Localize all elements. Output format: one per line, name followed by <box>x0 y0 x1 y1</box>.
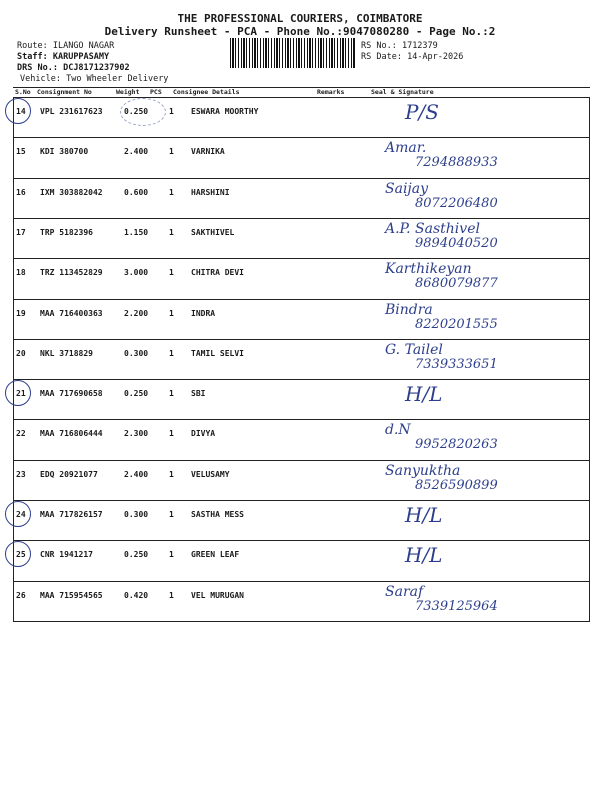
signature-text: H/L <box>405 543 443 568</box>
circled-sno-mark <box>5 380 31 406</box>
row-consignee: SBI <box>191 389 206 399</box>
signature-phone: 8220201555 <box>415 316 498 332</box>
col-pcs: PCS <box>150 88 162 96</box>
signature-text: Sanyuktha <box>385 462 461 479</box>
row-consignment: MAA 715954565 <box>40 590 103 600</box>
rs-date-line <box>361 52 463 62</box>
row-pcs: 1 <box>169 510 174 519</box>
signature-text: Saraf <box>385 583 424 600</box>
signature-cell <box>375 100 590 136</box>
table-row <box>13 219 590 259</box>
row-sno: 24 <box>16 510 26 519</box>
signature-text: Karthikeyan <box>385 261 472 278</box>
row-consignment: IXM 303882042 <box>40 187 103 197</box>
row-consignee: SAKTHIVEL <box>191 227 235 237</box>
row-consignment: VPL 231617623 <box>40 107 103 116</box>
row-pcs: 1 <box>169 348 174 358</box>
row-consignee: CHITRA DEVI <box>191 268 244 278</box>
row-weight: 0.300 <box>124 510 149 519</box>
circled-sno-mark <box>5 541 31 567</box>
signature-text: Amar. <box>385 140 427 157</box>
row-sno: 17 <box>16 227 26 237</box>
signature-text: G. Tailel <box>385 341 443 358</box>
row-pcs: 1 <box>169 429 174 439</box>
signature-cell <box>375 503 590 539</box>
row-consignee: SASTHA MESS <box>191 510 244 519</box>
vehicle-line <box>20 74 168 84</box>
barcode <box>230 38 356 68</box>
signature-phone: 8680079877 <box>415 276 498 292</box>
row-sno: 15 <box>16 147 26 157</box>
row-pcs: 1 <box>169 308 174 318</box>
signature-cell <box>375 140 590 176</box>
staff-label: Staff: <box>17 52 48 62</box>
signature-text: Saijay <box>385 180 429 197</box>
row-consignment: TRZ 113452829 <box>40 268 103 278</box>
staff-value: KARUPPASAMY <box>52 52 110 62</box>
row-sno: 20 <box>16 348 26 358</box>
row-pcs: 1 <box>169 187 174 197</box>
col-consignee: Consignee Details <box>173 88 240 96</box>
row-pcs: 1 <box>169 268 174 278</box>
row-weight: 0.250 <box>124 107 149 116</box>
signature-text: Bindra <box>385 301 433 318</box>
drs-value: DCJ8171237902 <box>63 63 130 73</box>
signature-phone: 8526590899 <box>415 477 498 493</box>
table-row <box>13 179 590 219</box>
company-title: THE PROFESSIONAL COURIERS, COIMBATORE <box>177 12 423 25</box>
col-signature: Seal & Signature <box>371 88 434 96</box>
table-row <box>13 541 590 581</box>
row-consignment: CNR 1941217 <box>40 550 93 560</box>
row-consignment: MAA 717690658 <box>40 389 103 399</box>
row-weight: 2.300 <box>124 429 149 439</box>
row-consignment: MAA 717826157 <box>40 510 103 519</box>
signature-text: d.N <box>385 422 411 439</box>
row-weight: 2.200 <box>124 308 149 318</box>
signature-phone: 7339333651 <box>415 356 498 372</box>
signature-phone: 9952820263 <box>415 437 498 453</box>
row-consignment: KDI 380700 <box>40 147 89 157</box>
signature-cell <box>375 584 590 620</box>
table-row <box>13 98 590 138</box>
rs-no-line <box>361 41 438 51</box>
row-consignment: NKL 3718829 <box>40 348 93 358</box>
drs-line <box>17 63 130 73</box>
row-weight: 0.420 <box>124 590 149 600</box>
row-sno: 25 <box>16 550 26 560</box>
row-consignment: EDQ 20921077 <box>40 469 98 479</box>
signature-phone: 7294888933 <box>415 155 498 171</box>
table-header <box>13 88 590 97</box>
row-weight: 0.250 <box>124 389 149 399</box>
row-sno: 14 <box>16 107 26 116</box>
row-divider <box>13 621 590 622</box>
row-sno: 22 <box>16 429 26 439</box>
row-pcs: 1 <box>169 107 174 116</box>
col-weight: Weight <box>116 88 140 96</box>
staff-line <box>17 52 109 62</box>
row-weight: 0.250 <box>124 550 149 560</box>
row-weight: 1.150 <box>124 227 149 237</box>
table-row <box>13 300 590 340</box>
row-pcs: 1 <box>169 590 174 600</box>
row-consignment: MAA 716400363 <box>40 308 103 318</box>
col-remarks: Remarks <box>317 88 345 96</box>
row-consignment: TRP 5182396 <box>40 227 93 237</box>
row-weight: 2.400 <box>124 147 149 157</box>
row-sno: 26 <box>16 590 26 600</box>
row-consignee: VEL MURUGAN <box>191 590 244 600</box>
row-sno: 19 <box>16 308 26 318</box>
row-consignee: HARSHINI <box>191 187 230 197</box>
row-sno: 21 <box>16 389 26 399</box>
row-consignee: INDRA <box>191 308 216 318</box>
row-pcs: 1 <box>169 147 174 157</box>
route-line <box>17 41 114 51</box>
row-consignee: DIVYA <box>191 429 216 439</box>
row-pcs: 1 <box>169 469 174 479</box>
signature-cell <box>375 422 590 458</box>
signature-cell <box>375 221 590 257</box>
signature-text: H/L <box>405 503 443 527</box>
row-sno: 16 <box>16 187 26 197</box>
table-row <box>13 138 590 178</box>
row-pcs: 1 <box>169 227 174 237</box>
drs-label: DRS No.: <box>17 63 58 73</box>
signature-text: P/S <box>405 100 439 124</box>
row-consignee: GREEN LEAF <box>191 550 240 560</box>
route-label: Route: <box>17 41 48 51</box>
signature-cell <box>375 463 590 499</box>
row-weight: 0.600 <box>124 187 149 197</box>
vehicle-value: Two Wheeler Delivery <box>66 74 169 84</box>
signature-cell <box>375 382 590 418</box>
row-consignee: TAMIL SELVI <box>191 348 244 358</box>
signature-cell <box>375 543 590 579</box>
row-weight: 2.400 <box>124 469 149 479</box>
signature-cell <box>375 261 590 297</box>
row-consignee: ESWARA MOORTHY <box>191 107 259 116</box>
rs-date-label: RS Date: <box>361 52 402 62</box>
table-row <box>13 501 590 541</box>
signature-cell <box>375 181 590 217</box>
signature-phone: 9894040520 <box>415 235 498 251</box>
route-value: ILANGO NAGAR <box>52 41 115 51</box>
row-consignee: VARNIKA <box>191 147 225 157</box>
signature-text: H/L <box>405 382 443 407</box>
table-row <box>13 420 590 460</box>
circled-sno-mark <box>5 501 31 527</box>
vehicle-label: Vehicle: <box>20 74 61 84</box>
table-row <box>13 380 590 420</box>
rs-date-value: 14-Apr-2026 <box>407 52 464 62</box>
table-row <box>13 582 590 622</box>
table-row <box>13 259 590 299</box>
circled-sno-mark <box>5 98 31 124</box>
row-consignee: VELUSAMY <box>191 469 230 479</box>
runsheet-subtitle: Delivery Runsheet - PCA - Phone No.:9047080280 - Page No.:2 <box>104 25 496 38</box>
signature-phone: 8072206480 <box>415 195 498 211</box>
table-row <box>13 461 590 501</box>
signature-cell <box>375 342 590 378</box>
signature-cell <box>375 302 590 338</box>
rs-no-label: RS No.: <box>361 41 397 51</box>
signature-text: A.P. Sasthivel <box>385 220 480 237</box>
row-weight: 3.000 <box>124 268 149 278</box>
col-consignment: Consignment No <box>37 88 92 96</box>
table-row <box>13 340 590 380</box>
col-sno: S.No <box>15 88 31 96</box>
row-consignment: MAA 716806444 <box>40 429 103 439</box>
row-weight: 0.300 <box>124 348 149 358</box>
row-pcs: 1 <box>169 389 174 399</box>
signature-phone: 7339125964 <box>415 598 498 614</box>
row-pcs: 1 <box>169 550 174 560</box>
rs-no-value: 1712379 <box>401 41 438 51</box>
row-sno: 18 <box>16 268 26 278</box>
row-sno: 23 <box>16 469 26 479</box>
